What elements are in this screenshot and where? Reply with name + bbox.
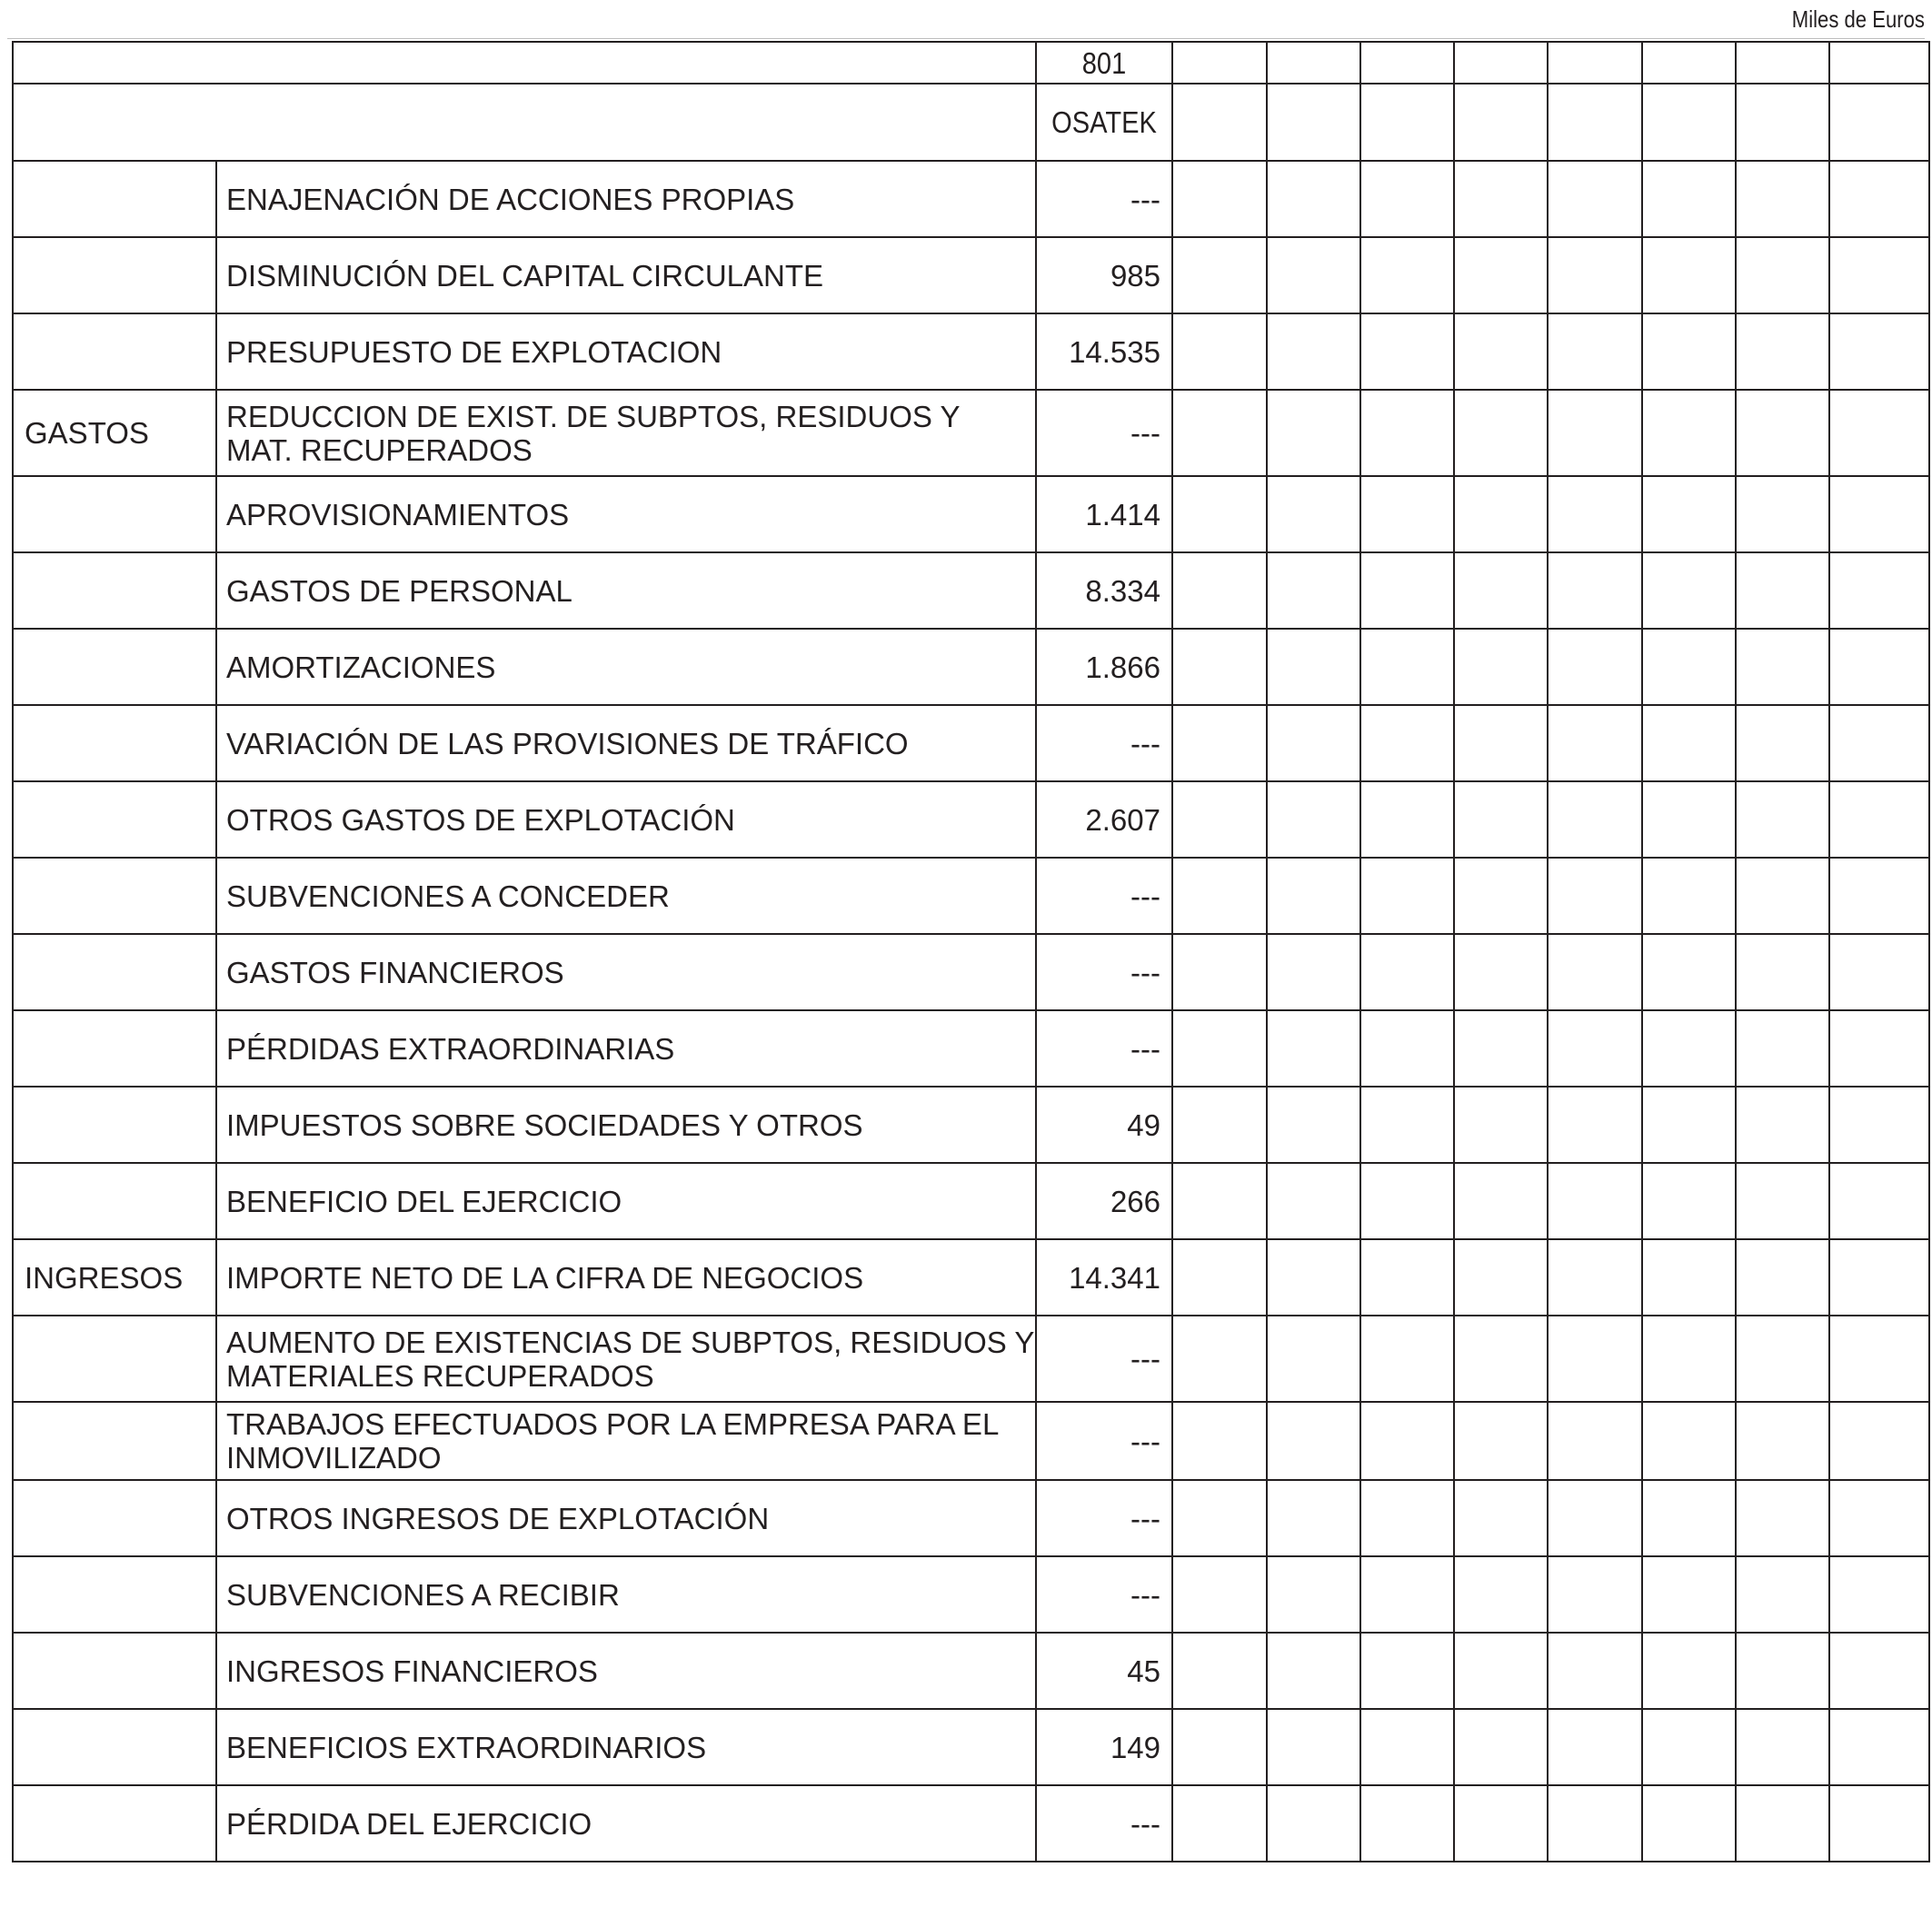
empty-cell [1642,476,1736,552]
empty-cell [1267,237,1360,313]
empty-cell [1548,629,1642,705]
amount-value: 149 [1036,1709,1172,1785]
empty-cell [1642,84,1736,161]
empty-cell [1360,1163,1454,1239]
table-row [13,1163,1929,1239]
concept-label: AUMENTO DE EXISTENCIAS DE SUBPTOS, RESIDUOS Y MATERIALES RECUPERADOS [216,1316,1036,1402]
empty-cell [1642,934,1736,1010]
amount-value: --- [1036,1316,1172,1402]
empty-cell [1172,476,1267,552]
empty-cell [1172,629,1267,705]
amount-value: 985 [1036,237,1172,313]
concept-label: SUBVENCIONES A CONCEDER [216,858,1036,934]
empty-cell [1642,1785,1736,1862]
empty-cell [1267,1556,1360,1633]
empty-cell [1172,1709,1267,1785]
empty-cell [1736,1480,1829,1556]
empty-cell [1172,237,1267,313]
empty-cell [1454,934,1548,1010]
empty-cell [1454,84,1548,161]
empty-cell [1172,84,1267,161]
empty-cell [1736,552,1829,629]
table-row [13,629,1929,705]
empty-cell [1360,161,1454,237]
empty-cell [1360,781,1454,858]
header-name-row [13,84,1929,161]
amount-value: --- [1036,1010,1172,1087]
empty-cell [1829,1316,1929,1402]
empty-cell [1360,705,1454,781]
empty-cell [1267,934,1360,1010]
empty-cell [1548,1087,1642,1163]
empty-cell [1267,1633,1360,1709]
empty-cell [1172,390,1267,476]
empty-cell [1736,237,1829,313]
empty-cell [1736,934,1829,1010]
empty-cell [1172,1087,1267,1163]
concept-label: PRESUPUESTO DE EXPLOTACION [216,313,1036,390]
amount-value: 2.607 [1036,781,1172,858]
empty-cell [1548,1316,1642,1402]
amount-value: 45 [1036,1633,1172,1709]
empty-cell [1454,1480,1548,1556]
concept-label: APROVISIONAMIENTOS [216,476,1036,552]
concept-label: OTROS GASTOS DE EXPLOTACIÓN [216,781,1036,858]
empty-cell [1360,84,1454,161]
empty-cell [1454,1633,1548,1709]
empty-cell [1267,1239,1360,1316]
concept-label: PÉRDIDA DEL EJERCICIO [216,1785,1036,1862]
empty-cell [1267,1163,1360,1239]
concept-label: BENEFICIOS EXTRAORDINARIOS [216,1709,1036,1785]
amount-value: --- [1036,161,1172,237]
empty-cell [1172,934,1267,1010]
empty-cell [1736,629,1829,705]
empty-cell [1642,313,1736,390]
empty-cell [1736,1785,1829,1862]
empty-cell [1829,1633,1929,1709]
empty-cell [1829,1010,1929,1087]
empty-cell [1454,1239,1548,1316]
concept-label: VARIACIÓN DE LAS PROVISIONES DE TRÁFICO [216,705,1036,781]
amount-value: 14.535 [1036,313,1172,390]
empty-cell [1172,42,1267,84]
empty-cell [1454,1087,1548,1163]
empty-cell [1829,390,1929,476]
units-label: Miles de Euros [1791,5,1925,33]
empty-cell [1172,313,1267,390]
amount-value: 1.866 [1036,629,1172,705]
empty-cell [1548,1010,1642,1087]
amount-value: --- [1036,390,1172,476]
table-row [13,1556,1929,1633]
empty-cell [1736,1633,1829,1709]
section-label [13,237,216,313]
table-row [13,1785,1929,1862]
empty-cell [1548,390,1642,476]
empty-cell [1642,1163,1736,1239]
empty-cell [1642,1402,1736,1480]
empty-cell [1548,476,1642,552]
amount-value: 8.334 [1036,552,1172,629]
empty-cell [1642,629,1736,705]
empty-cell [1548,781,1642,858]
empty-cell [1454,237,1548,313]
empty-cell [1267,1010,1360,1087]
empty-cell [1267,705,1360,781]
concept-label: OTROS INGRESOS DE EXPLOTACIÓN [216,1480,1036,1556]
empty-cell [1642,1556,1736,1633]
table-row [13,934,1929,1010]
section-label: INGRESOS [13,1239,216,1316]
empty-cell [1267,629,1360,705]
empty-cell [1454,476,1548,552]
empty-cell [1454,1709,1548,1785]
concept-label: IMPORTE NETO DE LA CIFRA DE NEGOCIOS [216,1239,1036,1316]
empty-cell [1360,313,1454,390]
empty-cell [1454,1402,1548,1480]
concept-label: BENEFICIO DEL EJERCICIO [216,1163,1036,1239]
empty-cell [1829,934,1929,1010]
concept-label: GASTOS DE PERSONAL [216,552,1036,629]
section-label [13,1785,216,1862]
empty-cell [1829,42,1929,84]
empty-cell [1360,1709,1454,1785]
empty-cell [1829,161,1929,237]
empty-cell [1642,237,1736,313]
concept-label: GASTOS FINANCIEROS [216,934,1036,1010]
empty-cell [1829,552,1929,629]
section-label [13,1633,216,1709]
empty-cell [1454,1010,1548,1087]
empty-cell [1548,934,1642,1010]
empty-cell [1829,1556,1929,1633]
empty-cell [1829,705,1929,781]
empty-cell [1736,476,1829,552]
empty-cell [1736,1163,1829,1239]
empty-cell [1548,84,1642,161]
amount-value: --- [1036,858,1172,934]
empty-cell [1548,1239,1642,1316]
empty-cell [1267,1316,1360,1402]
amount-value: --- [1036,1480,1172,1556]
table-row [13,237,1929,313]
empty-cell [1829,1709,1929,1785]
empty-cell [1360,1087,1454,1163]
empty-cell [1736,161,1829,237]
empty-cell [1454,1316,1548,1402]
empty-cell [1736,1402,1829,1480]
empty-cell [1829,84,1929,161]
empty-cell [1829,313,1929,390]
section-label [13,1087,216,1163]
empty-cell [1642,1010,1736,1087]
top-rule [7,38,1925,39]
section-label: GASTOS [13,390,216,476]
table-row [13,858,1929,934]
empty-cell [1360,1402,1454,1480]
empty-cell [1172,552,1267,629]
empty-cell [1642,161,1736,237]
amount-value: --- [1036,1402,1172,1480]
empty-cell [1172,1239,1267,1316]
empty-cell [1360,629,1454,705]
amount-value: 14.341 [1036,1239,1172,1316]
header-code-row [13,42,1929,84]
section-label [13,629,216,705]
empty-cell [1548,705,1642,781]
empty-cell [1360,476,1454,552]
section-label [13,1163,216,1239]
empty-cell [1829,858,1929,934]
empty-cell [1829,1163,1929,1239]
empty-cell [1548,1633,1642,1709]
empty-cell [1172,705,1267,781]
empty-cell [1267,42,1360,84]
empty-cell [1548,313,1642,390]
empty-cell [1454,1785,1548,1862]
section-label [13,934,216,1010]
empty-cell [1642,390,1736,476]
empty-cell [1642,1087,1736,1163]
table-row [13,1239,1929,1316]
empty-cell [1736,390,1829,476]
empty-cell [1172,1402,1267,1480]
empty-cell [1829,629,1929,705]
empty-cell [1454,42,1548,84]
empty-cell [1360,42,1454,84]
section-label [13,1010,216,1087]
empty-cell [1454,1163,1548,1239]
empty-cell [1360,1556,1454,1633]
table-row [13,390,1929,476]
empty-cell [1267,1709,1360,1785]
empty-cell [1642,858,1736,934]
empty-cell [1267,552,1360,629]
empty-cell [1548,237,1642,313]
empty-cell [1736,313,1829,390]
empty-cell [1360,1316,1454,1402]
empty-cell [1454,705,1548,781]
empty-cell [1172,781,1267,858]
empty-cell [1829,1087,1929,1163]
empty-cell [1267,1087,1360,1163]
empty-cell [1454,390,1548,476]
empty-cell [1267,1480,1360,1556]
empty-cell [1829,1239,1929,1316]
empty-cell [1360,1633,1454,1709]
empty-cell [1267,1402,1360,1480]
empty-cell [1172,1316,1267,1402]
table-row [13,476,1929,552]
section-label [13,1316,216,1402]
empty-cell [1172,858,1267,934]
header-blank-cell [13,84,1036,161]
empty-cell [1360,1785,1454,1862]
empty-cell [1736,84,1829,161]
empty-cell [1267,1785,1360,1862]
empty-cell [1172,1163,1267,1239]
empty-cell [1267,858,1360,934]
empty-cell [1360,1480,1454,1556]
table-row [13,1087,1929,1163]
empty-cell [1548,42,1642,84]
empty-cell [1642,1709,1736,1785]
empty-cell [1360,934,1454,1010]
table-row [13,1402,1929,1480]
empty-cell [1642,1633,1736,1709]
empty-cell [1172,1785,1267,1862]
section-label [13,476,216,552]
financial-table [12,41,1930,1862]
empty-cell [1454,313,1548,390]
empty-cell [1642,705,1736,781]
table-row [13,781,1929,858]
table-row [13,313,1929,390]
empty-cell [1360,237,1454,313]
section-label [13,1402,216,1480]
amount-value: 266 [1036,1163,1172,1239]
empty-cell [1267,390,1360,476]
section-label [13,858,216,934]
table-row [13,1709,1929,1785]
section-label [13,1480,216,1556]
empty-cell [1172,1010,1267,1087]
empty-cell [1267,161,1360,237]
amount-value: --- [1036,705,1172,781]
empty-cell [1360,1010,1454,1087]
empty-cell [1642,781,1736,858]
empty-cell [1360,1239,1454,1316]
empty-cell [1360,552,1454,629]
concept-label: DISMINUCIÓN DEL CAPITAL CIRCULANTE [216,237,1036,313]
empty-cell [1548,161,1642,237]
empty-cell [1736,42,1829,84]
empty-cell [1360,390,1454,476]
table-row [13,161,1929,237]
concept-label: REDUCCION DE EXIST. DE SUBPTOS, RESIDUOS Y MAT. RECUPERADOS [216,390,1036,476]
section-label [13,313,216,390]
empty-cell [1829,476,1929,552]
empty-cell [1642,42,1736,84]
empty-cell [1172,1480,1267,1556]
empty-cell [1736,1556,1829,1633]
empty-cell [1454,629,1548,705]
empty-cell [1642,1316,1736,1402]
concept-label: ENAJENACIÓN DE ACCIONES PROPIAS [216,161,1036,237]
table-row [13,1316,1929,1402]
entity-name: OSATEK [1044,84,1164,161]
concept-label: PÉRDIDAS EXTRAORDINARIAS [216,1010,1036,1087]
empty-cell [1454,552,1548,629]
amount-value: 49 [1036,1087,1172,1163]
empty-cell [1267,84,1360,161]
empty-cell [1829,1480,1929,1556]
concept-label: IMPUESTOS SOBRE SOCIEDADES Y OTROS [216,1087,1036,1163]
empty-cell [1736,1709,1829,1785]
section-label [13,1709,216,1785]
empty-cell [1642,552,1736,629]
section-label [13,1556,216,1633]
empty-cell [1267,313,1360,390]
empty-cell [1736,858,1829,934]
empty-cell [1642,1480,1736,1556]
concept-label: INGRESOS FINANCIEROS [216,1633,1036,1709]
amount-value: --- [1036,1785,1172,1862]
empty-cell [1829,1402,1929,1480]
section-label [13,705,216,781]
empty-cell [1454,858,1548,934]
table-row [13,1480,1929,1556]
empty-cell [1642,1239,1736,1316]
empty-cell [1172,161,1267,237]
empty-cell [1829,781,1929,858]
empty-cell [1548,552,1642,629]
table-row [13,1010,1929,1087]
header-blank-cell [13,42,1036,84]
concept-label: SUBVENCIONES A RECIBIR [216,1556,1036,1633]
empty-cell [1454,1556,1548,1633]
empty-cell [1736,705,1829,781]
empty-cell [1267,476,1360,552]
concept-label: AMORTIZACIONES [216,629,1036,705]
empty-cell [1829,237,1929,313]
amount-value: --- [1036,934,1172,1010]
empty-cell [1829,1785,1929,1862]
amount-value: --- [1036,1556,1172,1633]
empty-cell [1172,1556,1267,1633]
empty-cell [1736,1316,1829,1402]
table-row [13,552,1929,629]
empty-cell [1454,781,1548,858]
empty-cell [1172,1633,1267,1709]
empty-cell [1548,1163,1642,1239]
table-row [13,1633,1929,1709]
empty-cell [1548,1402,1642,1480]
empty-cell [1548,858,1642,934]
table-row [13,705,1929,781]
empty-cell [1548,1480,1642,1556]
empty-cell [1736,1087,1829,1163]
concept-label: TRABAJOS EFECTUADOS POR LA EMPRESA PARA EL INMOVILIZADO [216,1402,1036,1480]
amount-value: 1.414 [1036,476,1172,552]
empty-cell [1548,1709,1642,1785]
empty-cell [1548,1556,1642,1633]
empty-cell [1267,781,1360,858]
empty-cell [1736,1010,1829,1087]
empty-cell [1454,161,1548,237]
empty-cell [1548,1785,1642,1862]
empty-cell [1360,858,1454,934]
entity-code: 801 [1044,42,1164,84]
section-label [13,781,216,858]
empty-cell [1736,781,1829,858]
empty-cell [1736,1239,1829,1316]
section-label [13,552,216,629]
section-label [13,161,216,237]
